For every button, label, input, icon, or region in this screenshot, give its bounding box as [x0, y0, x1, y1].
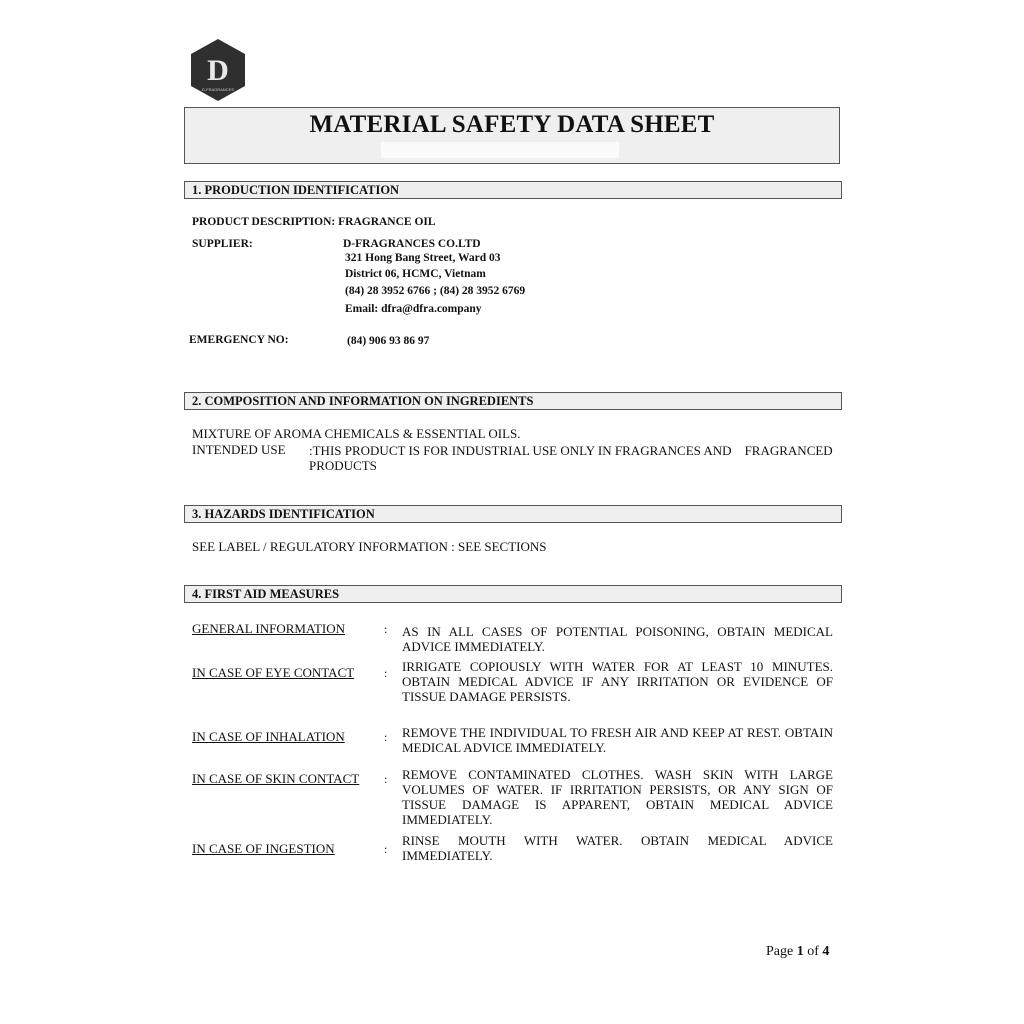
supplier-address-1: 321 Hong Bang Street, Ward 03	[345, 252, 501, 264]
page-number	[766, 944, 829, 960]
page-word: Page	[766, 944, 794, 959]
emergency-number: (84) 906 93 86 97	[347, 335, 430, 347]
section-1-header: 1. PRODUCTION IDENTIFICATION	[184, 181, 842, 199]
inhalation-text-1: REMOVE THE INDIVIDUAL TO FRESH AIR AND KEEP AT REST. OBTAIN	[402, 725, 833, 740]
intended-use-label: INTENDED USE	[192, 442, 286, 457]
redacted-area	[381, 142, 619, 158]
general-info-text-1: AS IN ALL CASES OF POTENTIAL POISONING, OBTAIN MEDICAL	[402, 624, 833, 639]
title-box	[184, 107, 840, 164]
section-4-header: 4. FIRST AID MEASURES	[184, 585, 842, 603]
skin-contact-text-2: VOLUMES OF WATER. IF IRRITATION PERSISTS, OR ANY SIGN OF	[402, 782, 833, 797]
skin-contact-text-4: IMMEDIATELY.	[402, 812, 493, 827]
page-total: 4	[822, 944, 830, 959]
logo-brand: D-FRAGRANCES	[201, 87, 235, 92]
colon: :	[384, 842, 388, 856]
skin-contact-label: IN CASE OF SKIN CONTACT	[192, 771, 360, 786]
emergency-label: EMERGENCY NO:	[189, 334, 289, 346]
colon: :	[384, 772, 388, 786]
supplier-address-2: District 06, HCMC, Vietnam	[345, 268, 486, 280]
colon: :	[384, 622, 388, 636]
inhalation-label: IN CASE OF INHALATION	[192, 729, 345, 744]
eye-contact-text-2: OBTAIN MEDICAL ADVICE IF ANY IRRITATION OR EVIDENCE OF	[402, 674, 833, 689]
page-current: 1	[796, 944, 804, 959]
inhalation-text-2: MEDICAL ADVICE IMMEDIATELY.	[402, 740, 607, 755]
skin-contact-text-1: REMOVE CONTAMINATED CLOTHES. WASH SKIN WITH LARGE	[402, 767, 833, 782]
supplier-name: D-FRAGRANCES CO.LTD	[343, 238, 481, 250]
colon: :	[384, 666, 388, 680]
intended-use-text-1: :THIS PRODUCT IS FOR INDUSTRIAL USE ONLY IN FRAGRANCES AND FRAGRANCED	[309, 443, 833, 458]
eye-contact-text-1: IRRIGATE COPIOUSLY WITH WATER FOR AT LEAST 10 MINUTES.	[402, 659, 833, 674]
page-of-word: of	[807, 944, 819, 959]
section-2-header: 2. COMPOSITION AND INFORMATION ON INGREDIENTS	[184, 392, 842, 410]
section-3-header: 3. HAZARDS IDENTIFICATION	[184, 505, 842, 523]
page-title: MATERIAL SAFETY DATA SHEET	[309, 111, 715, 138]
ingestion-text-2: IMMEDIATELY.	[402, 848, 493, 863]
product-description: PRODUCT DESCRIPTION: FRAGRANCE OIL	[192, 216, 436, 228]
ingestion-label: IN CASE OF INGESTION	[192, 841, 335, 856]
eye-contact-text-3: TISSUE DAMAGE PERSISTS.	[402, 689, 571, 704]
logo-letter: D	[207, 54, 229, 87]
supplier-phones: (84) 28 3952 6766 ; (84) 28 3952 6769	[345, 285, 526, 297]
ingestion-text-1: RINSE MOUTH WITH WATER. OBTAIN MEDICAL ADVICE	[402, 833, 833, 848]
company-logo	[189, 38, 247, 102]
supplier-label: SUPPLIER:	[192, 238, 253, 250]
general-info-label: GENERAL INFORMATION	[192, 621, 345, 636]
supplier-email: Email: dfra@dfra.company	[345, 303, 482, 315]
intended-use-text-2: PRODUCTS	[309, 458, 377, 473]
composition-mixture: MIXTURE OF AROMA CHEMICALS & ESSENTIAL OILS.	[192, 426, 521, 441]
hazards-text: SEE LABEL / REGULATORY INFORMATION : SEE SECTIONS	[192, 539, 547, 554]
eye-contact-label: IN CASE OF EYE CONTACT	[192, 665, 355, 680]
general-info-text-2: ADVICE IMMEDIATELY.	[402, 639, 545, 654]
colon: :	[384, 730, 388, 744]
skin-contact-text-3: TISSUE DAMAGE IS APPARENT, OBTAIN MEDICAL ADVICE	[402, 797, 833, 812]
